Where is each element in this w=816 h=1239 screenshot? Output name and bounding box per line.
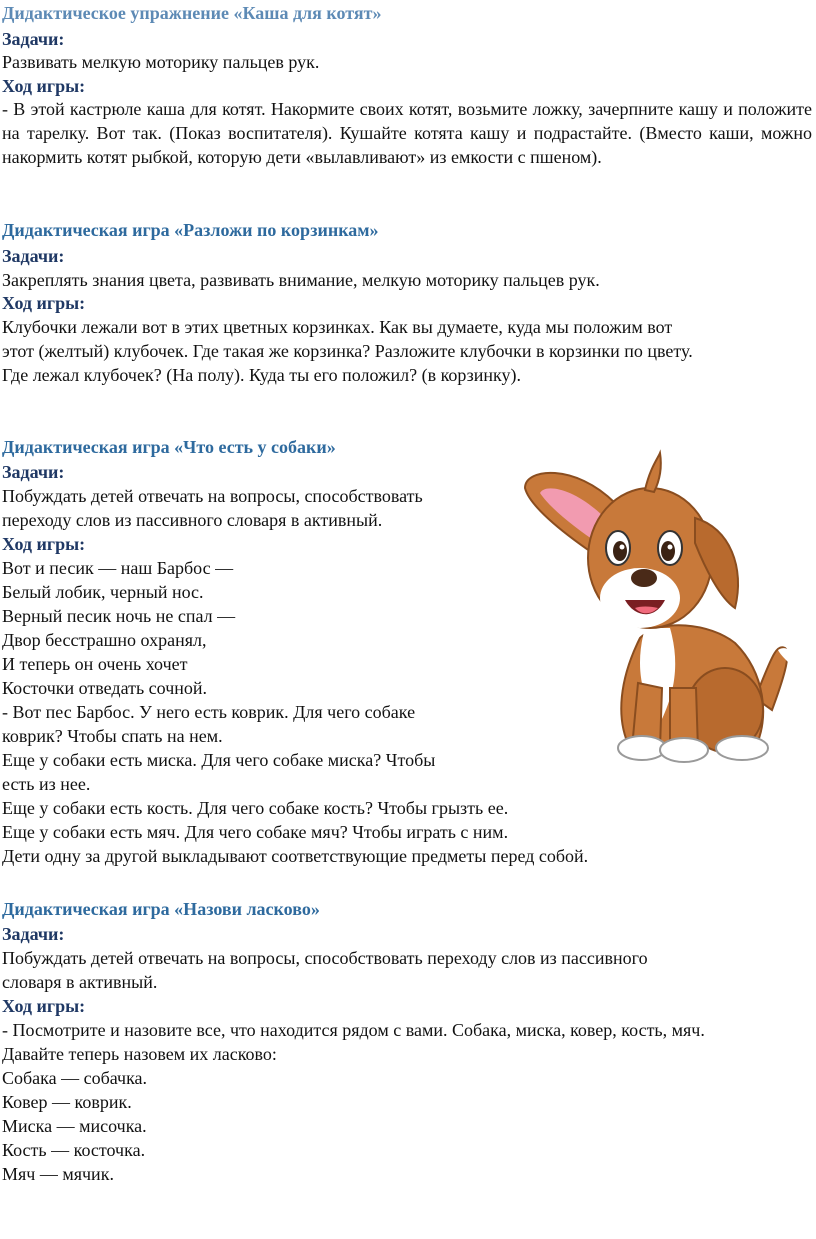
tasks-label: Задачи: xyxy=(2,924,65,944)
text-line: Кость — косточка. xyxy=(2,1140,146,1160)
text-line: - Посмотрите и назовите все, что находится рядом с вами. Собака, миска, ковер, кость, мяч. xyxy=(2,1020,705,1040)
text-line: Где лежал клубочек? (На полу). Куда ты его положил? (в корзинку). xyxy=(2,365,521,385)
text-line: - Вот пес Барбос. У него есть коврик. Для чего собаке xyxy=(2,702,416,722)
tasks-text: Побуждать детей отвечать на вопросы, способствовать xyxy=(2,486,423,506)
text-line: Собака — собачка. xyxy=(2,1068,148,1088)
tasks-label: Задачи: xyxy=(2,246,65,266)
poem-line: Двор бесстрашно охранял, xyxy=(2,630,207,650)
section-title: Дидактическая игра «Назови ласково» xyxy=(2,899,320,919)
puppy-illustration xyxy=(520,448,806,770)
tasks-text: словаря в активный. xyxy=(2,972,158,992)
section-title: Дидактическое упражнение «Каша для котят» xyxy=(2,3,382,23)
text-line: этот (желтый) клубочек. Где такая же корзинка? Разложите клубочки в корзинки по цвету. xyxy=(2,341,693,361)
course-label: Ход игры: xyxy=(2,996,86,1016)
text-line: Мяч — мячик. xyxy=(2,1164,114,1184)
course-label: Ход игры: xyxy=(2,534,86,554)
text-line: Давайте теперь назовем их ласково: xyxy=(2,1044,277,1064)
text-line: Еще у собаки есть мяч. Для чего собаке мяч? Чтобы играть с ним. xyxy=(2,822,509,842)
poem-line: Белый лобик, черный нос. xyxy=(2,582,204,602)
tasks-text: Закреплять знания цвета, развивать внимание, мелкую моторику пальцев рук. xyxy=(2,270,600,290)
poem-line: И теперь он очень хочет xyxy=(2,654,188,674)
text-line: коврик? Чтобы спать на нем. xyxy=(2,726,223,746)
text-line: Дети одну за другой выкладывают соответствующие предметы перед собой. xyxy=(2,846,589,866)
tasks-label: Задачи: xyxy=(2,29,65,49)
poem-line: Верный песик ночь не спал — xyxy=(2,606,236,626)
text-line: Клубочки лежали вот в этих цветных корзинках. Как вы думаете, куда мы положим вот xyxy=(2,317,673,337)
text-line: Еще у собаки есть кость. Для чего собаке кость? Чтобы грызть ее. xyxy=(2,798,509,818)
tasks-text: Развивать мелкую моторику пальцев рук. xyxy=(2,52,320,72)
section-title: Дидактическая игра «Что есть у собаки» xyxy=(2,437,336,457)
section-title: Дидактическая игра «Разложи по корзинкам» xyxy=(2,220,379,240)
text-line: есть из нее. xyxy=(2,774,91,794)
poem-line: Вот и песик — наш Барбос — xyxy=(2,558,234,578)
course-label: Ход игры: xyxy=(2,293,86,313)
text-line: Еще у собаки есть миска. Для чего собаке миска? Чтобы xyxy=(2,750,436,770)
tasks-text: переходу слов из пассивного словаря в активный. xyxy=(2,510,383,530)
tasks-label: Задачи: xyxy=(2,462,65,482)
course-paragraph: - В этой кастрюле каша для котят. Накормите своих котят, возьмите ложку, зачерпните кашу и положите на тарелку. Вот так. (Показ воспитателя). Кушайте котята кашу и подрастайте. (Вместо каши, можно накормить котят рыбкой, которую дети «вылавливают» из емкости с пшеном). xyxy=(2,99,812,167)
text-line: Миска — мисочка. xyxy=(2,1116,147,1136)
poem-line: Косточки отведать сочной. xyxy=(2,678,208,698)
tasks-text: Побуждать детей отвечать на вопросы, способствовать переходу слов из пассивного xyxy=(2,948,648,968)
course-label: Ход игры: xyxy=(2,76,86,96)
text-line: Ковер — коврик. xyxy=(2,1092,132,1112)
